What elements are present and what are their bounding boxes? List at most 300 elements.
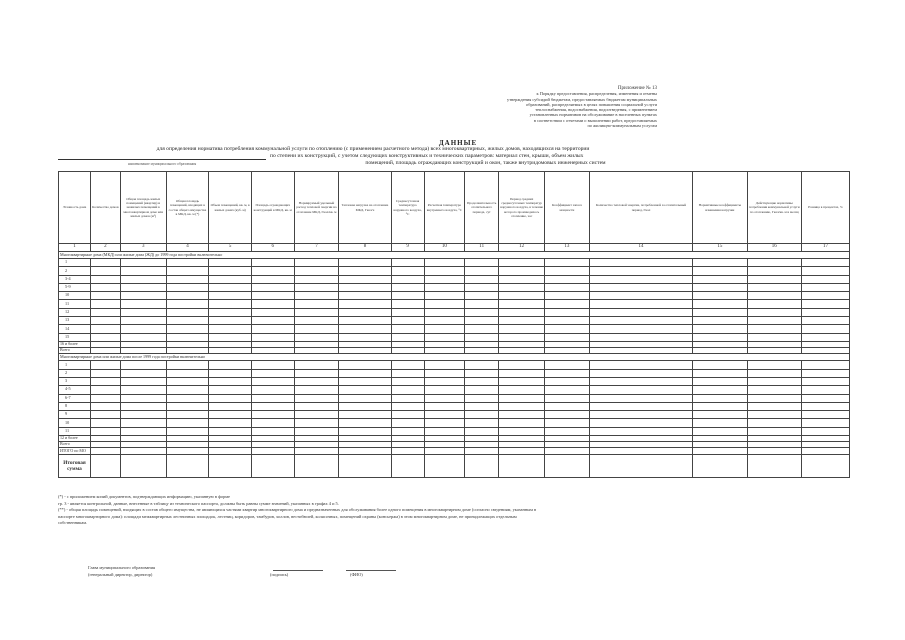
table-cell[interactable] [391,267,424,275]
table-cell[interactable] [545,275,590,283]
table-cell[interactable] [499,394,545,402]
table-cell[interactable] [693,317,747,325]
table-cell[interactable] [545,300,590,308]
table-cell[interactable] [294,394,339,402]
table-cell[interactable] [251,259,294,267]
table-cell[interactable] [294,317,339,325]
table-cell[interactable] [166,259,209,267]
table-cell[interactable] [465,394,499,402]
table-cell[interactable] [693,300,747,308]
table-cell[interactable] [545,308,590,316]
table-cell[interactable] [90,300,120,308]
table-cell[interactable] [90,419,120,427]
table-cell[interactable] [747,427,801,435]
table-cell[interactable] [465,283,499,291]
table-cell[interactable] [120,300,166,308]
table-cell[interactable] [166,267,209,275]
table-cell[interactable] [339,419,391,427]
table-cell[interactable] [424,267,465,275]
table-cell[interactable] [209,317,252,325]
table-cell[interactable] [747,275,801,283]
table-cell[interactable] [209,377,252,385]
table-cell[interactable] [209,369,252,377]
table-cell[interactable] [251,386,294,394]
table-cell[interactable] [693,275,747,283]
table-cell[interactable] [499,419,545,427]
table-cell[interactable] [391,259,424,267]
table-cell[interactable] [209,394,252,402]
table-cell[interactable] [90,275,120,283]
table-cell[interactable] [747,292,801,300]
table-cell[interactable] [465,325,499,333]
table-cell[interactable] [339,275,391,283]
table-cell[interactable] [693,283,747,291]
table-cell[interactable] [339,386,391,394]
table-cell[interactable] [166,402,209,410]
table-cell[interactable] [251,402,294,410]
table-cell[interactable] [545,402,590,410]
table-cell[interactable] [166,454,209,477]
table-cell[interactable] [90,386,120,394]
table-cell[interactable] [424,325,465,333]
table-cell[interactable] [499,317,545,325]
table-cell[interactable] [465,275,499,283]
table-cell[interactable] [166,275,209,283]
signature-line[interactable] [273,570,323,571]
table-cell[interactable] [499,427,545,435]
table-cell[interactable] [120,377,166,385]
table-cell[interactable] [499,333,545,341]
table-cell[interactable] [391,411,424,419]
table-cell[interactable] [801,377,849,385]
table-cell[interactable] [693,259,747,267]
table-cell[interactable] [465,427,499,435]
table-cell[interactable] [801,386,849,394]
table-cell[interactable] [424,317,465,325]
table-cell[interactable] [294,275,339,283]
table-cell[interactable] [499,377,545,385]
table-cell[interactable] [545,259,590,267]
table-cell[interactable] [209,419,252,427]
table-cell[interactable] [339,411,391,419]
table-cell[interactable] [90,427,120,435]
table-cell[interactable] [499,402,545,410]
table-cell[interactable] [801,369,849,377]
table-cell[interactable] [747,267,801,275]
table-cell[interactable] [801,419,849,427]
table-cell[interactable] [339,267,391,275]
table-cell[interactable] [424,386,465,394]
table-cell[interactable] [209,267,252,275]
table-cell[interactable] [209,411,252,419]
table-cell[interactable] [545,283,590,291]
table-cell[interactable] [166,325,209,333]
table-cell[interactable] [747,394,801,402]
table-cell[interactable] [251,427,294,435]
table-cell[interactable] [339,325,391,333]
table-cell[interactable] [120,427,166,435]
table-cell[interactable] [90,317,120,325]
table-cell[interactable] [251,275,294,283]
table-cell[interactable] [391,308,424,316]
table-cell[interactable] [465,386,499,394]
table-cell[interactable] [545,386,590,394]
table-cell[interactable] [339,394,391,402]
table-cell[interactable] [545,317,590,325]
table-cell[interactable] [120,454,166,477]
table-cell[interactable] [391,283,424,291]
table-cell[interactable] [251,317,294,325]
table-cell[interactable] [294,333,339,341]
table-cell[interactable] [294,369,339,377]
table-cell[interactable] [747,454,801,477]
table-cell[interactable] [251,283,294,291]
table-cell[interactable] [391,419,424,427]
table-cell[interactable] [499,259,545,267]
table-cell[interactable] [120,394,166,402]
table-cell[interactable] [589,275,692,283]
table-cell[interactable] [294,267,339,275]
table-cell[interactable] [339,402,391,410]
table-cell[interactable] [589,386,692,394]
table-cell[interactable] [209,333,252,341]
table-cell[interactable] [120,419,166,427]
table-cell[interactable] [589,402,692,410]
table-cell[interactable] [251,333,294,341]
table-cell[interactable] [294,283,339,291]
table-cell[interactable] [589,317,692,325]
table-cell[interactable] [545,411,590,419]
table-cell[interactable] [465,259,499,267]
table-cell[interactable] [251,411,294,419]
table-cell[interactable] [589,300,692,308]
table-cell[interactable] [747,317,801,325]
table-cell[interactable] [166,369,209,377]
table-cell[interactable] [424,411,465,419]
table-cell[interactable] [294,300,339,308]
table-cell[interactable] [499,325,545,333]
table-cell[interactable] [545,427,590,435]
table-cell[interactable] [339,300,391,308]
table-cell[interactable] [693,419,747,427]
table-cell[interactable] [90,259,120,267]
table-cell[interactable] [589,419,692,427]
table-cell[interactable] [251,369,294,377]
table-cell[interactable] [499,267,545,275]
table-cell[interactable] [747,361,801,369]
table-cell[interactable] [589,308,692,316]
table-cell[interactable] [545,333,590,341]
table-cell[interactable] [801,292,849,300]
table-cell[interactable] [465,419,499,427]
table-cell[interactable] [693,267,747,275]
table-cell[interactable] [693,394,747,402]
table-cell[interactable] [166,283,209,291]
table-cell[interactable] [499,308,545,316]
table-cell[interactable] [339,283,391,291]
table-cell[interactable] [747,283,801,291]
table-cell[interactable] [90,292,120,300]
table-cell[interactable] [391,325,424,333]
table-cell[interactable] [339,369,391,377]
table-cell[interactable] [120,267,166,275]
table-cell[interactable] [120,325,166,333]
table-cell[interactable] [209,361,252,369]
table-cell[interactable] [465,402,499,410]
table-cell[interactable] [391,377,424,385]
table-cell[interactable] [120,386,166,394]
table-cell[interactable] [209,308,252,316]
table-cell[interactable] [424,333,465,341]
table-cell[interactable] [166,419,209,427]
table-cell[interactable] [166,361,209,369]
table-cell[interactable] [120,333,166,341]
table-cell[interactable] [747,386,801,394]
table-cell[interactable] [693,427,747,435]
table-cell[interactable] [693,333,747,341]
table-cell[interactable] [693,308,747,316]
table-cell[interactable] [801,394,849,402]
table-cell[interactable] [589,411,692,419]
table-cell[interactable] [589,283,692,291]
table-cell[interactable] [747,308,801,316]
table-cell[interactable] [465,377,499,385]
table-cell[interactable] [209,292,252,300]
table-cell[interactable] [391,300,424,308]
table-cell[interactable] [465,333,499,341]
table-cell[interactable] [465,300,499,308]
table-cell[interactable] [391,317,424,325]
table-cell[interactable] [801,454,849,477]
table-cell[interactable] [90,361,120,369]
table-cell[interactable] [90,454,120,477]
table-cell[interactable] [166,427,209,435]
table-cell[interactable] [339,333,391,341]
table-cell[interactable] [747,300,801,308]
table-cell[interactable] [294,402,339,410]
table-cell[interactable] [424,259,465,267]
table-cell[interactable] [294,308,339,316]
table-cell[interactable] [251,361,294,369]
table-cell[interactable] [251,454,294,477]
table-cell[interactable] [90,377,120,385]
table-cell[interactable] [339,308,391,316]
table-cell[interactable] [424,308,465,316]
table-cell[interactable] [801,308,849,316]
table-cell[interactable] [90,308,120,316]
table-cell[interactable] [251,419,294,427]
table-cell[interactable] [545,454,590,477]
table-cell[interactable] [747,402,801,410]
table-cell[interactable] [424,283,465,291]
table-cell[interactable] [166,386,209,394]
table-cell[interactable] [166,377,209,385]
table-cell[interactable] [747,419,801,427]
table-cell[interactable] [589,267,692,275]
table-cell[interactable] [545,419,590,427]
table-cell[interactable] [589,394,692,402]
table-cell[interactable] [499,283,545,291]
table-cell[interactable] [747,369,801,377]
table-cell[interactable] [339,259,391,267]
table-cell[interactable] [424,394,465,402]
table-cell[interactable] [251,394,294,402]
table-cell[interactable] [391,292,424,300]
table-cell[interactable] [465,411,499,419]
table-cell[interactable] [120,369,166,377]
table-cell[interactable] [589,377,692,385]
table-cell[interactable] [166,394,209,402]
table-cell[interactable] [294,386,339,394]
table-cell[interactable] [209,427,252,435]
table-cell[interactable] [465,454,499,477]
table-cell[interactable] [545,325,590,333]
table-cell[interactable] [545,377,590,385]
table-cell[interactable] [499,361,545,369]
table-cell[interactable] [499,369,545,377]
table-cell[interactable] [589,427,692,435]
table-cell[interactable] [545,267,590,275]
table-cell[interactable] [693,411,747,419]
table-cell[interactable] [499,275,545,283]
table-cell[interactable] [209,454,252,477]
table-cell[interactable] [693,386,747,394]
table-cell[interactable] [251,300,294,308]
table-cell[interactable] [391,427,424,435]
table-cell[interactable] [209,300,252,308]
table-cell[interactable] [209,325,252,333]
table-cell[interactable] [499,386,545,394]
table-cell[interactable] [120,292,166,300]
table-cell[interactable] [120,283,166,291]
table-cell[interactable] [747,333,801,341]
table-cell[interactable] [499,300,545,308]
table-cell[interactable] [424,300,465,308]
table-cell[interactable] [545,369,590,377]
table-cell[interactable] [747,377,801,385]
table-cell[interactable] [801,402,849,410]
table-cell[interactable] [465,317,499,325]
table-cell[interactable] [747,411,801,419]
table-cell[interactable] [801,325,849,333]
table-cell[interactable] [339,377,391,385]
table-cell[interactable] [294,292,339,300]
table-cell[interactable] [545,394,590,402]
table-cell[interactable] [424,369,465,377]
table-cell[interactable] [801,317,849,325]
table-cell[interactable] [391,275,424,283]
table-cell[interactable] [294,259,339,267]
table-cell[interactable] [120,275,166,283]
table-cell[interactable] [120,308,166,316]
table-cell[interactable] [545,361,590,369]
table-cell[interactable] [424,361,465,369]
table-cell[interactable] [120,411,166,419]
table-cell[interactable] [465,267,499,275]
table-cell[interactable] [251,308,294,316]
table-cell[interactable] [294,419,339,427]
table-cell[interactable] [424,419,465,427]
table-cell[interactable] [801,427,849,435]
table-cell[interactable] [391,394,424,402]
table-cell[interactable] [339,427,391,435]
table-cell[interactable] [424,427,465,435]
table-cell[interactable] [693,369,747,377]
table-cell[interactable] [747,325,801,333]
table-cell[interactable] [424,454,465,477]
table-cell[interactable] [90,394,120,402]
table-cell[interactable] [589,361,692,369]
table-cell[interactable] [465,369,499,377]
table-cell[interactable] [391,386,424,394]
table-cell[interactable] [589,369,692,377]
table-cell[interactable] [801,361,849,369]
table-cell[interactable] [589,454,692,477]
name-line[interactable] [346,570,396,571]
table-cell[interactable] [209,402,252,410]
table-cell[interactable] [589,325,692,333]
table-cell[interactable] [339,317,391,325]
table-cell[interactable] [294,454,339,477]
table-cell[interactable] [209,283,252,291]
table-cell[interactable] [166,308,209,316]
table-cell[interactable] [166,300,209,308]
table-cell[interactable] [747,259,801,267]
table-cell[interactable] [209,275,252,283]
table-cell[interactable] [339,292,391,300]
table-cell[interactable] [424,275,465,283]
table-cell[interactable] [589,333,692,341]
table-cell[interactable] [294,411,339,419]
table-cell[interactable] [424,377,465,385]
table-cell[interactable] [209,259,252,267]
table-cell[interactable] [209,386,252,394]
table-cell[interactable] [120,361,166,369]
table-cell[interactable] [465,361,499,369]
table-cell[interactable] [545,292,590,300]
table-cell[interactable] [424,292,465,300]
table-cell[interactable] [693,402,747,410]
table-cell[interactable] [499,292,545,300]
table-cell[interactable] [294,361,339,369]
table-cell[interactable] [693,292,747,300]
table-cell[interactable] [90,333,120,341]
table-cell[interactable] [90,267,120,275]
table-cell[interactable] [90,402,120,410]
table-cell[interactable] [251,325,294,333]
table-cell[interactable] [693,325,747,333]
table-cell[interactable] [120,402,166,410]
table-cell[interactable] [801,333,849,341]
table-cell[interactable] [166,317,209,325]
table-cell[interactable] [294,377,339,385]
table-cell[interactable] [589,259,692,267]
table-cell[interactable] [166,411,209,419]
table-cell[interactable] [251,292,294,300]
table-cell[interactable] [801,300,849,308]
table-cell[interactable] [166,333,209,341]
table-cell[interactable] [90,325,120,333]
table-cell[interactable] [465,292,499,300]
table-cell[interactable] [801,275,849,283]
table-cell[interactable] [166,292,209,300]
table-cell[interactable] [693,454,747,477]
table-cell[interactable] [801,259,849,267]
table-cell[interactable] [294,325,339,333]
table-cell[interactable] [90,369,120,377]
table-cell[interactable] [339,361,391,369]
table-cell[interactable] [693,377,747,385]
